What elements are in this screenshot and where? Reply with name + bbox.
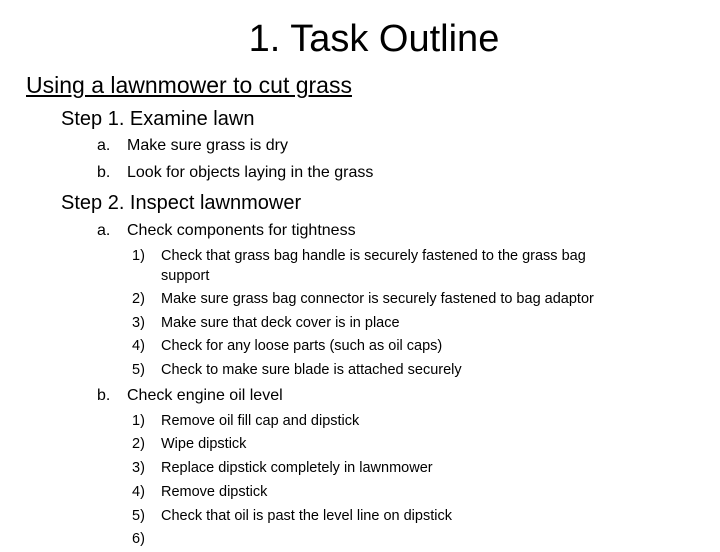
step2-a-item-2 bbox=[132, 288, 594, 312]
step2-a-item-4 bbox=[132, 335, 442, 359]
step2-heading: Step 2. Inspect lawnmower bbox=[61, 192, 302, 214]
list-item-text: Check that grass bag handle is securely fastened to the grass bag bbox=[161, 248, 586, 264]
list-item-text: Make sure grass is dry bbox=[127, 137, 288, 154]
list-marker: 4) bbox=[132, 484, 145, 500]
step1-item-b bbox=[97, 162, 373, 184]
list-marker: 3) bbox=[132, 460, 145, 476]
list-item-text: Make sure grass bag connector is securely fastened to bag adaptor bbox=[161, 291, 594, 307]
slide-title: 1. Task Outline bbox=[248, 18, 500, 60]
list-item-text: Replace dipstick completely in lawnmower bbox=[161, 460, 433, 476]
step2-a-item-1 bbox=[132, 245, 586, 269]
list-marker: 1) bbox=[132, 248, 145, 264]
list-marker: b. bbox=[97, 387, 111, 404]
list-marker: 2) bbox=[132, 291, 145, 307]
step2-b-item-5 bbox=[132, 505, 452, 529]
list-marker: 2) bbox=[132, 436, 145, 452]
list-item-text: Check engine oil level bbox=[127, 387, 283, 404]
list-marker: a. bbox=[97, 137, 111, 154]
list-item-text: Remove oil fill cap and dipstick bbox=[161, 413, 360, 429]
step2-a-item-1-continuation: support bbox=[161, 268, 210, 284]
list-marker: 5) bbox=[132, 508, 145, 524]
step2-a-item-3 bbox=[132, 312, 400, 336]
slide-subtitle: Using a lawnmower to cut grass bbox=[26, 72, 352, 98]
step2-b-item-3 bbox=[132, 457, 433, 481]
list-item-text: Check components for tightness bbox=[127, 222, 356, 239]
list-marker: 4) bbox=[132, 338, 145, 354]
step1-item-a bbox=[97, 135, 288, 157]
list-item-text: Check that oil is past the level line on dipstick bbox=[161, 508, 452, 524]
list-marker: 1) bbox=[132, 413, 145, 429]
step2-b-item-4 bbox=[132, 481, 267, 505]
list-item-text: Wipe dipstick bbox=[161, 436, 247, 452]
list-marker: 6) bbox=[132, 531, 145, 547]
list-marker: 5) bbox=[132, 362, 145, 378]
list-marker: b. bbox=[97, 164, 111, 181]
step1-heading: Step 1. Examine lawn bbox=[61, 108, 255, 130]
list-item-text: Check to make sure blade is attached securely bbox=[161, 362, 462, 378]
step2-a-item-5 bbox=[132, 359, 462, 383]
step2-b-item-1 bbox=[132, 410, 359, 434]
list-item-text: Make sure that deck cover is in place bbox=[161, 315, 400, 331]
list-marker: a. bbox=[97, 222, 111, 239]
list-marker: 3) bbox=[132, 315, 145, 331]
list-item-text: Remove dipstick bbox=[161, 484, 268, 500]
list-item-text: Check for any loose parts (such as oil caps) bbox=[161, 338, 443, 354]
list-item-text: Look for objects laying in the grass bbox=[127, 164, 374, 181]
step2-item-b bbox=[97, 385, 283, 407]
step2-b-item-2 bbox=[132, 433, 246, 457]
step2-item-a bbox=[97, 220, 356, 242]
